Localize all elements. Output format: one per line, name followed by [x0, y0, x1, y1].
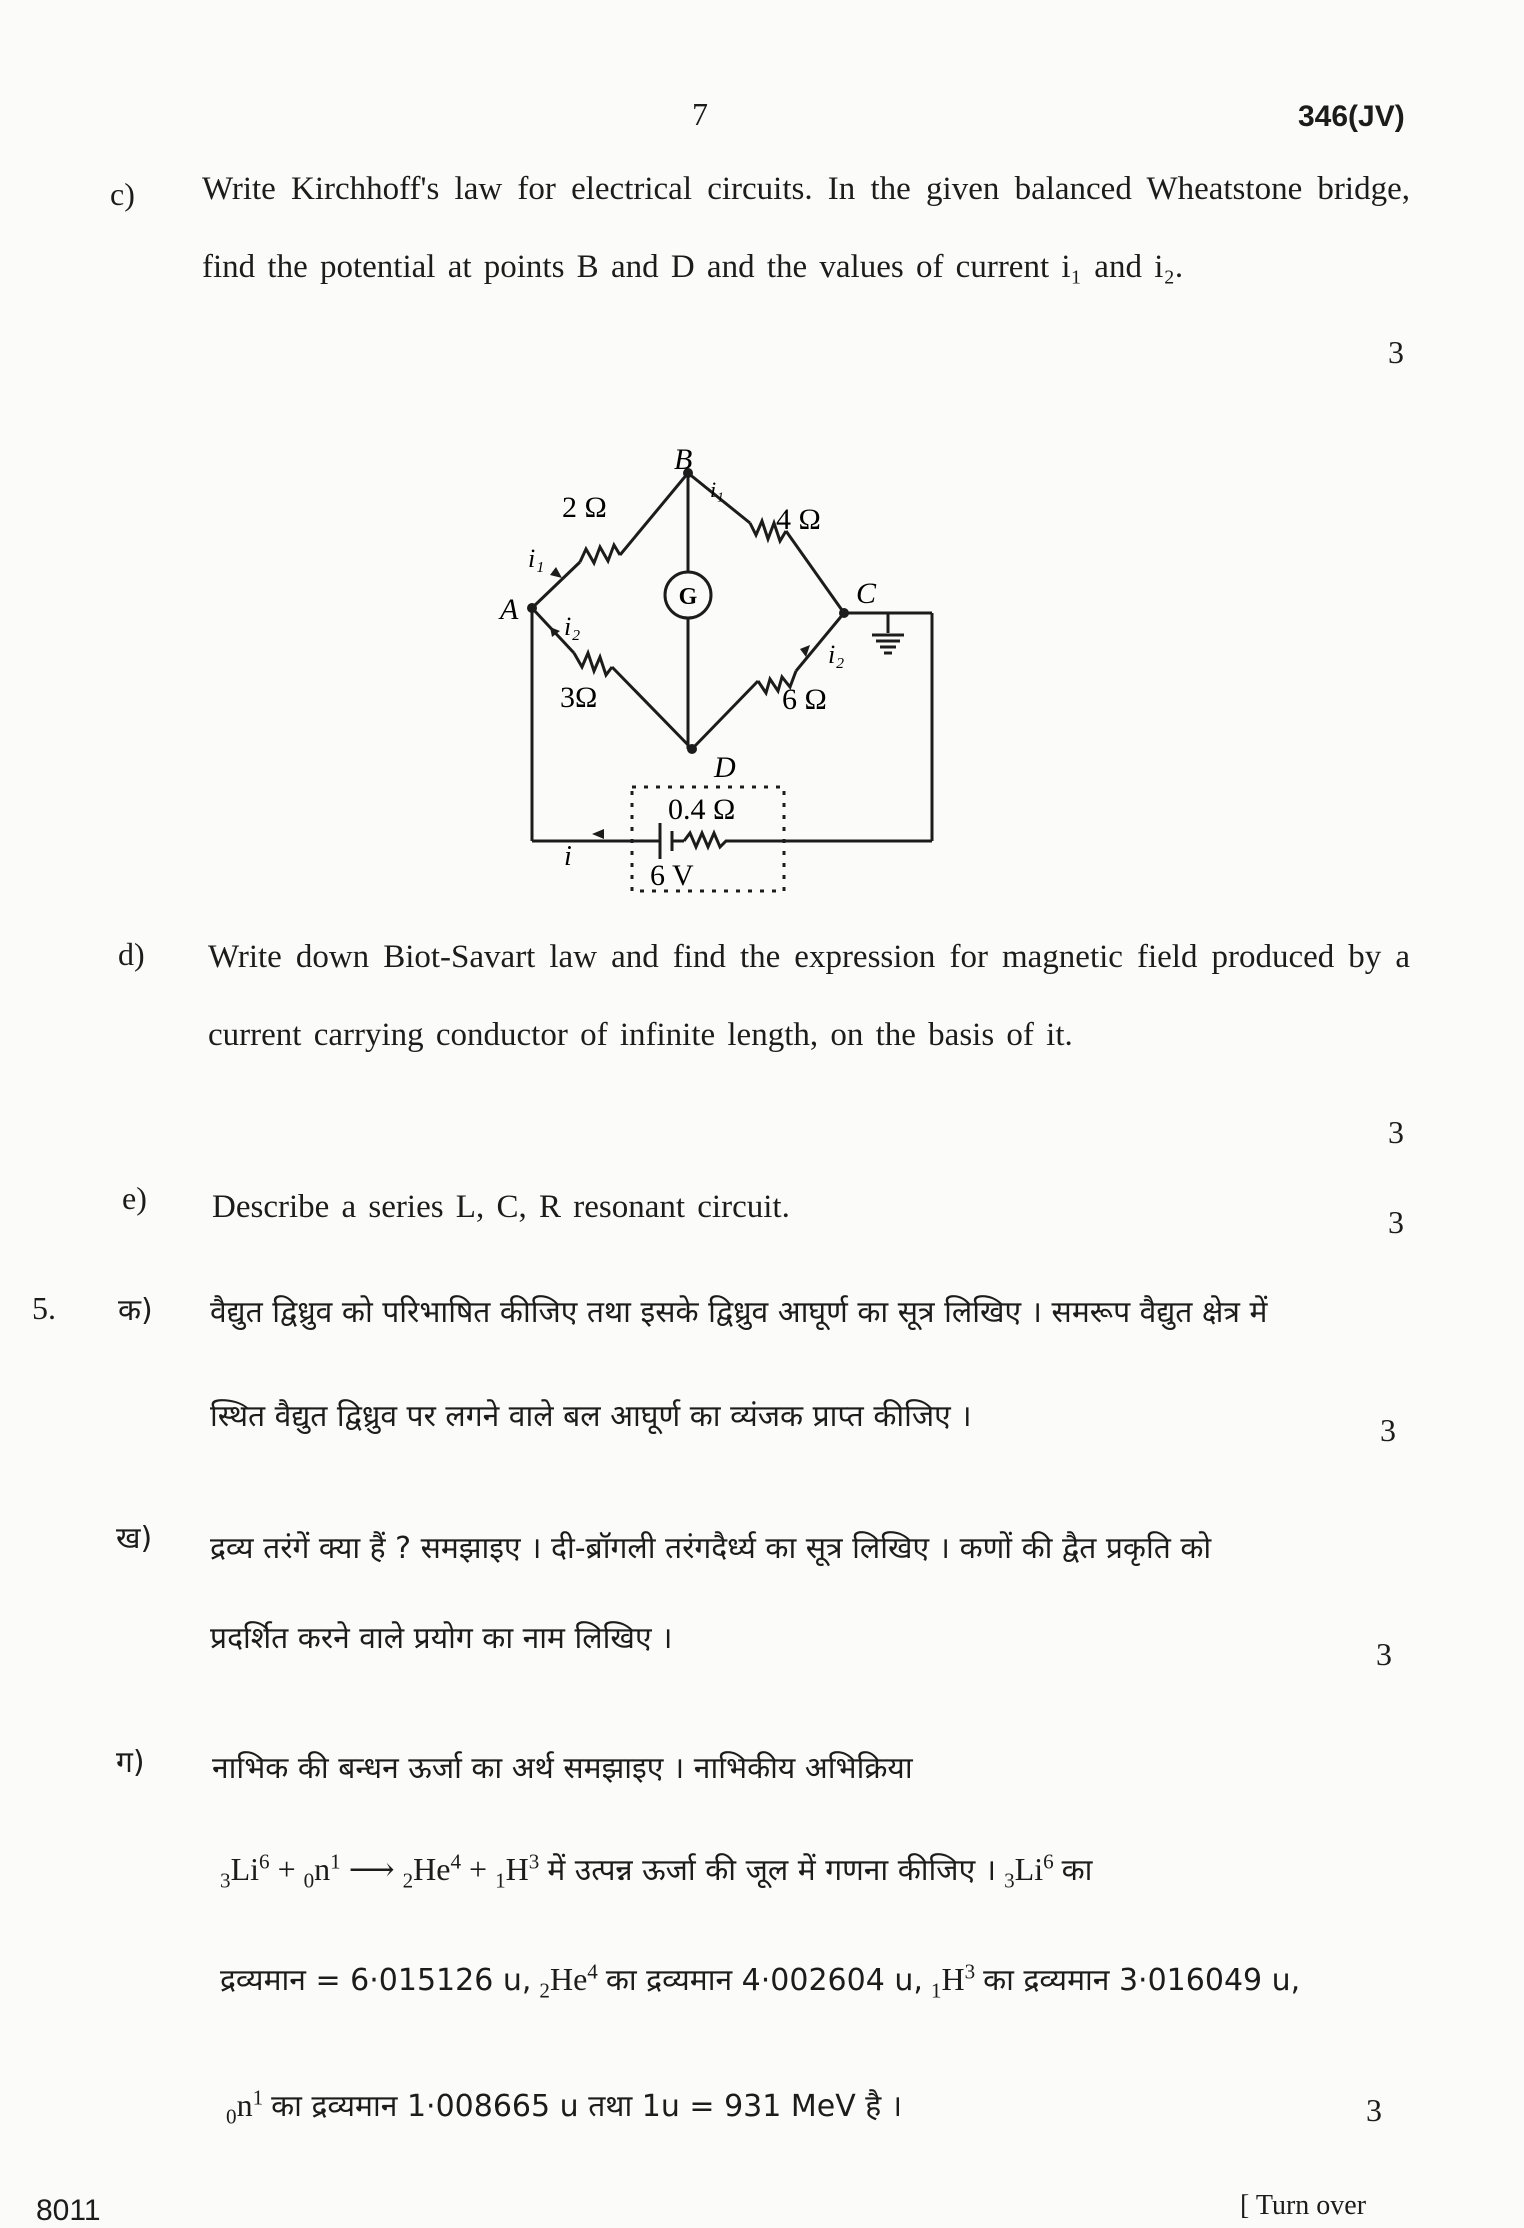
question-e-text — [212, 1168, 790, 1246]
marks-ga: 3 — [1366, 2092, 1382, 2128]
resistor-ad-label: 3Ω — [560, 681, 598, 714]
current-i1-label-a: i₁ — [528, 544, 545, 573]
question-ga-line2-tail: का — [1061, 1853, 1093, 1888]
resistor-ab-label: 2 Ω — [562, 491, 607, 524]
wheatstone-bridge-diagram — [470, 405, 950, 905]
current-i2-label-b: i₂ — [828, 640, 845, 669]
page-number: 7 — [692, 96, 708, 132]
current-i-label: i — [564, 841, 572, 872]
neutron-mass-line — [226, 2084, 902, 2129]
neutron-symbol: $_0n^1$ — [226, 2085, 264, 2129]
node-d-label: D — [714, 751, 736, 784]
marks-d: 3 — [1388, 1114, 1404, 1150]
helium-symbol: $_2He^4$ — [539, 1959, 598, 2003]
question-label-kha: ख) — [116, 1521, 153, 1556]
marks-ka: 3 — [1380, 1412, 1396, 1448]
mass-values-line — [220, 1958, 1300, 2003]
galvanometer-label: G — [678, 584, 698, 610]
resistor-dc-label: 6 Ω — [782, 683, 827, 716]
question-number-5: 5. — [32, 1290, 56, 1326]
question-ga-line2: में उत्पन्न ऊर्जा की जूल में गणना कीजिए । — [547, 1853, 997, 1888]
question-d-content: Write down Biot-Savart law and find the expression for magnetic field produced by a current carrying conductor of infinite length, on the basis of it. — [208, 939, 1410, 1053]
question-label-ka: क) — [118, 1293, 153, 1328]
mass-neutron: का द्रव्यमान 1·008665 u तथा 1u = 931 MeV है । — [271, 2089, 903, 2124]
footer-code: 8011 — [36, 2194, 101, 2227]
reaction-equation: $_3Li^6 + _0n^1$ ⟶ $_2He^4 + _1H^3$ — [220, 1849, 540, 1893]
nuclear-reaction-line — [220, 1848, 1092, 1893]
question-label-d: d) — [118, 936, 145, 972]
arrow-i — [592, 829, 604, 839]
question-label-ga: ग) — [116, 1745, 145, 1780]
question-c-content: Write Kirchhoff's law for electrical circuits. In the given balanced Wheatstone bridge, find the potential at points B and D and the values of current i₁ and i₂. — [202, 171, 1410, 285]
question-c-text — [202, 150, 1410, 306]
node-b-label: B — [674, 443, 693, 476]
question-kha-line2: प्रदर्शित करने वाले प्रयोग का नाम लिखिए । — [210, 1621, 673, 1656]
question-label-e: e) — [122, 1180, 147, 1216]
node-c-label: C — [856, 577, 877, 610]
question-ga-line1: नाभिक की बन्धन ऊर्जा का अर्थ समझाइए । नाभिकीय अभिक्रिया — [212, 1751, 913, 1786]
arrow-i1 — [550, 567, 562, 578]
question-e-content: Describe a series L, C, R resonant circuit. — [212, 1189, 790, 1225]
question-ka-line1: वैद्युत द्विध्रुव को परिभाषित कीजिए तथा इसके द्विध्रुव आघूर्ण का सूत्र लिखिए । समरूप वैद्युत क्षेत्र में — [210, 1295, 1268, 1330]
marks-e: 3 — [1388, 1204, 1404, 1240]
internal-resistance-label: 0.4 Ω — [668, 793, 736, 826]
current-i1-label-b: i₁ — [710, 477, 724, 502]
node-a-label: A — [500, 593, 519, 626]
mass-helium: का द्रव्यमान 4·002604 u, — [605, 1963, 923, 1998]
paper-code: 346(JV) — [1298, 100, 1405, 133]
question-d-text — [208, 918, 1410, 1074]
current-i2-label-a: i₂ — [564, 612, 581, 641]
question-kha-line1: द्रव्य तरंगें क्या हैं ? समझाइए । दी-ब्रॉगली तरंगदैर्ध्य का सूत्र लिखिए । कणों की द्वैत प्रकृति को — [210, 1531, 1212, 1566]
lithium-symbol: $_3Li^6$ — [1004, 1849, 1054, 1893]
mass-lithium: द्रव्यमान = 6·015126 u, — [220, 1963, 532, 1998]
resistor-bc-label: 4 Ω — [776, 503, 821, 536]
question-ka-line2: स्थित वैद्युत द्विध्रुव पर लगने वाले बल आघूर्ण का व्यंजक प्राप्त कीजिए । — [210, 1399, 972, 1434]
tritium-symbol: $_1H^3$ — [930, 1959, 976, 2003]
mass-tritium: का द्रव्यमान 3·016049 u, — [983, 1963, 1301, 1998]
turn-over-note: [ Turn over — [1240, 2190, 1367, 2221]
question-label-c: c) — [110, 176, 135, 212]
marks-c: 3 — [1388, 334, 1404, 370]
emf-label: 6 V — [650, 859, 694, 892]
marks-kha: 3 — [1376, 1636, 1392, 1672]
